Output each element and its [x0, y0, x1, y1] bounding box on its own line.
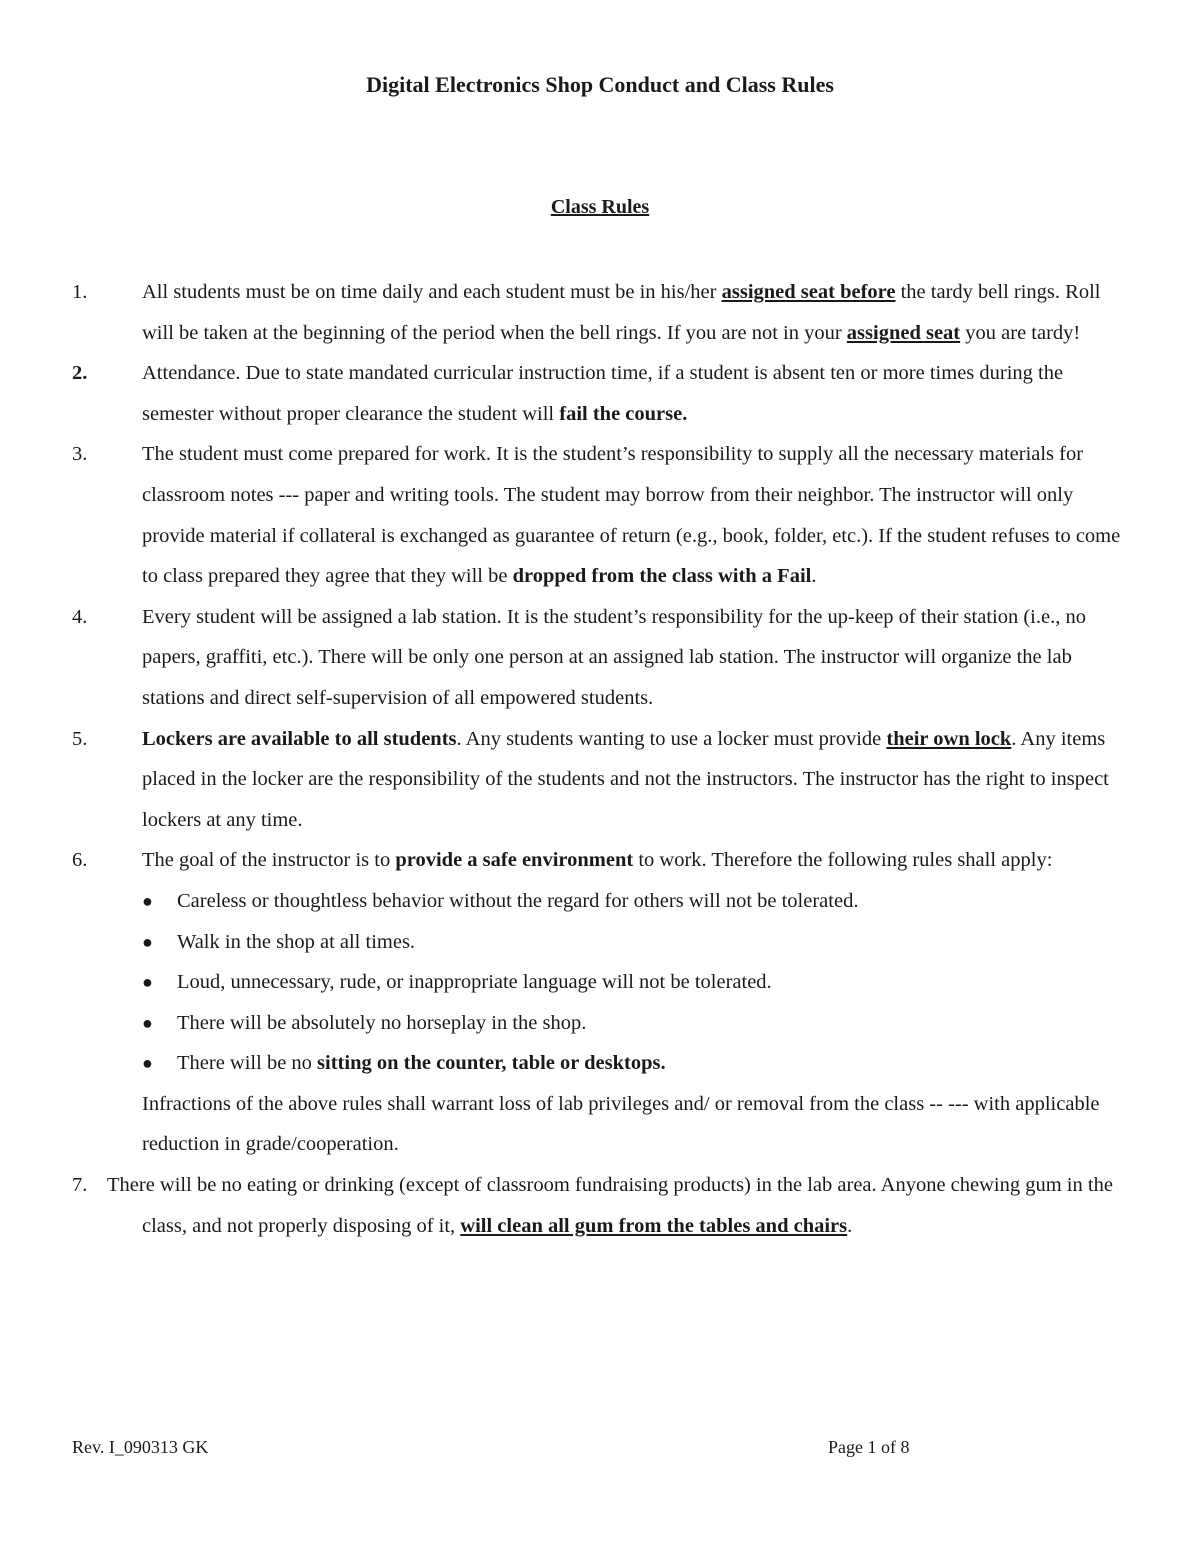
rule-number: 1.: [72, 281, 88, 303]
rule-7-body: [107, 1165, 1132, 1246]
rule-4: [72, 597, 1132, 719]
list-item: [142, 922, 1132, 963]
rule-1: [72, 272, 1132, 353]
list-item: [142, 1043, 1132, 1084]
bullet-icon: ●: [142, 972, 153, 993]
rule-number: 7.: [72, 1174, 88, 1197]
bullet-icon: ●: [142, 890, 153, 911]
rule-text: The goal of the instructor is to: [142, 849, 396, 872]
emphasis-text: provide a safe environment: [395, 849, 634, 872]
bullet-text: There will be no: [177, 1052, 318, 1075]
rule-number: 6.: [72, 849, 88, 872]
bullet-text: There will be absolutely no horseplay in the shop.: [177, 1011, 587, 1034]
rule-text: The student must come prepared for work. It is the student’s responsibility to supply all the necessary materials for classroom notes --- paper and writing tools. The student may borrow from their neighbor. The instructor will only provide material if collateral is exchanged as guarantee of return (e.g., book, folder, etc.). If the student refuses to come to class prepared they agree that they will be: [142, 443, 1121, 588]
emphasis-text: dropped from the class with a Fail: [512, 565, 812, 588]
rule-text: . Any items placed in the locker are the responsibility of the students and not the instructors. The instructor has the right to inspect lockers at any time.: [142, 727, 1109, 831]
rule-number: 3.: [72, 443, 88, 466]
section-heading: Class Rules: [550, 196, 650, 218]
rule-number: 2.: [72, 362, 88, 385]
rule-number: 5.: [72, 727, 88, 750]
rule-2: [72, 353, 1132, 434]
rule-text: Attendance. Due to state mandated curricular instruction time, if a student is absent ten or more times during the semester without proper clearance the student will: [142, 362, 1064, 425]
bullet-text: Walk in the shop at all times.: [177, 930, 416, 953]
footer-revision: Rev. I_090313 GK: [72, 1437, 209, 1457]
rule-text: . Any students wanting to use a locker must provide: [456, 727, 887, 750]
rule-text: the tardy bell rings. Roll will be taken at the beginning of the period when the bell rings. If you are not in your: [142, 281, 1101, 344]
bullet-icon: ●: [142, 931, 153, 952]
document-title: Digital Electronics Shop Conduct and Class Rules: [366, 72, 834, 97]
rule-text: All students must be on time daily and each student must be in his/her: [142, 281, 722, 303]
emphasis-text: assigned seat before: [721, 281, 896, 303]
rule-5: [72, 719, 1132, 841]
emphasis-text: fail the course.: [559, 402, 688, 425]
list-item: [142, 881, 1132, 922]
rule-text: you are tardy!: [960, 321, 1081, 344]
emphasis-text: their own lock: [886, 727, 1012, 750]
emphasis-text: will clean all gum from the tables and chairs: [460, 1214, 848, 1237]
bullet-icon: ●: [142, 1012, 153, 1033]
rule-6: [72, 840, 1132, 1165]
list-item: [142, 1003, 1132, 1044]
rule-number: 4.: [72, 605, 88, 628]
rule-text: to work. Therefore the following rules shall apply:: [633, 849, 1053, 872]
emphasis-text: sitting on the counter, table or desktops.: [317, 1052, 666, 1075]
list-item: [142, 962, 1132, 1003]
rules-list: [72, 272, 1132, 1246]
rule-text: There will be no eating or drinking (except of classroom fundraising products) in the lab area. Anyone chewing gum in the class, and not properly disposing of it,: [107, 1174, 1113, 1237]
bullet-text: Loud, unnecessary, rude, or inappropriate language will not be tolerated.: [177, 971, 772, 994]
footer-page-number: Page 1 of 8: [828, 1437, 910, 1457]
rule-7: [72, 1165, 1132, 1246]
infractions-note: Infractions of the above rules shall warrant loss of lab privileges and/ or removal from the class -- --- with applicable reduction in grade/cooperation.: [142, 1092, 1100, 1156]
rule-text: Every student will be assigned a lab station. It is the student’s responsibility for the up-keep of their station (i.e., no papers, graffiti, etc.). There will be only one person at an assigned lab station. The instructor will organize the lab stations and direct self-supervision of all empowered students.: [142, 605, 1086, 709]
bullet-icon: ●: [142, 1053, 153, 1074]
emphasis-text: Lockers are available to all students: [142, 727, 457, 750]
emphasis-text: assigned seat: [846, 321, 961, 344]
bullet-text: Careless or thoughtless behavior without the regard for others will not be tolerated.: [177, 889, 859, 912]
rule-3: [72, 434, 1132, 596]
safety-bullet-list: [142, 881, 1132, 1084]
rule-text: .: [847, 1214, 853, 1237]
rule-text: .: [811, 565, 817, 588]
